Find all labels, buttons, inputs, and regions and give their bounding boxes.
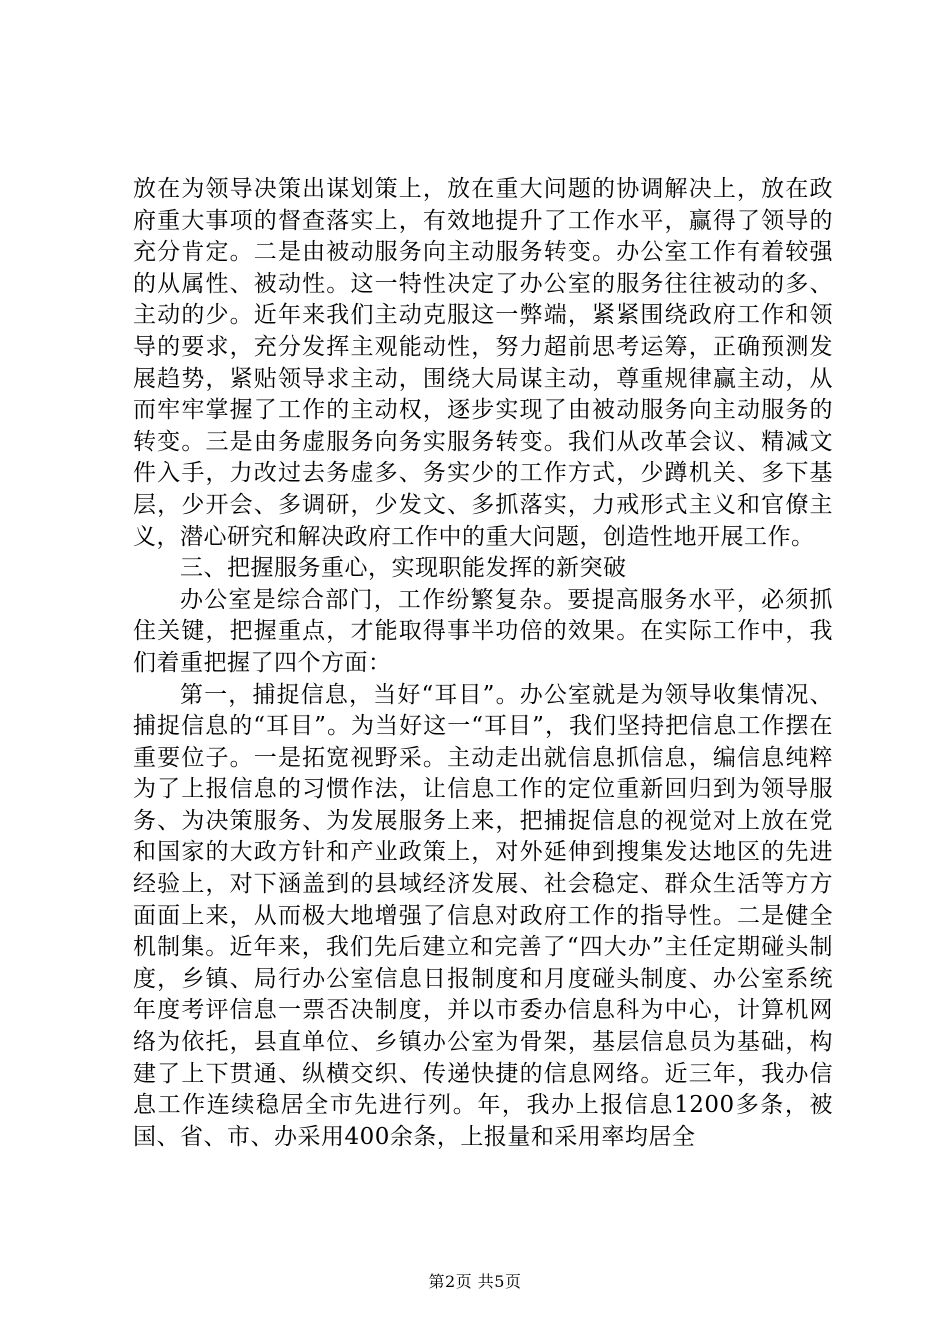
page-number-label: 第2页 共5页 [428, 1272, 522, 1291]
paragraph-continuation: 放在为领导决策出谋划策上，放在重大问题的协调解决上，放在政府重大事项的督查落实上，有效地提升了工作水平，赢得了领导的充分肯定。二是由被动服务向主动服务转变。办公室工作有着较强的从属性、被动性。这一特性决定了办公室的服务往往被动的多、主动的少。近年来我们主动克服这一弊端，紧紧围绕政府工作和领导的要求，充分发挥主观能动性，努力超前思考运筹，正确预测发展趋势，紧贴领导求主动，围绕大局谋主动，尊重规律赢主动，从而牢牢掌握了工作的主动权，逐步实现了由被动服务向主动服务的转变。三是由务虚服务向务实服务转变。我们从改革会议、精减文件入手，力改过去务虚多、务实少的工作方式，少蹲机关、多下基层，少开会、多调研，少发文、多抓落实，力戒形式主义和官僚主义，潜心研究和解决政府工作中的重大问题，创造性地开展工作。 [133, 176, 833, 550]
paragraph: 办公室是综合部门，工作纷繁复杂。要提高服务水平，必须抓住关键，把握重点，才能取得事半功倍的效果。在实际工作中，我们着重把握了四个方面： [133, 586, 833, 676]
page-footer [0, 1272, 950, 1292]
paragraph: 第一，捕捉信息，当好“耳目”。办公室就是为领导收集情况、捕捉信息的“耳目”。为当好这一“耳目”，我们坚持把信息工作摆在重要位子。一是拓宽视野采。主动走出就信息抓信息，编信息纯粹为了上报信息的习惯作法，让信息工作的定位重新回归到为领导服务、为决策服务、为发展服务上来，把捕捉信息的视觉对上放在党和国家的大政方针和产业政策上，对外延伸到搜集发达地区的先进经验上，对下涵盖到的县域经济发展、社会稳定、群众生活等方方面面上来，从而极大地增强了信息对政府工作的指导性。二是健全机制集。近年来，我们先后建立和完善了“四大办”主任定期碰头制度，乡镇、局行办公室信息日报制度和月度碰头制度、办公室系统年度考评信息一票否决制度，并以市委办信息科为中心，计算机网络为依托，县直单位、乡镇办公室为骨架，基层信息员为基础，构建了上下贯通、纵横交织、传递快捷的信息网络。近三年，我办信息工作连续稳居全市先进行列。年，我办上报信息1200多条，被国、省、市、办采用400余条，上报量和采用率均居全 [133, 681, 833, 1150]
document-body [133, 174, 833, 1153]
section-heading: 三、把握服务重心，实现职能发挥的新突破 [180, 555, 627, 582]
